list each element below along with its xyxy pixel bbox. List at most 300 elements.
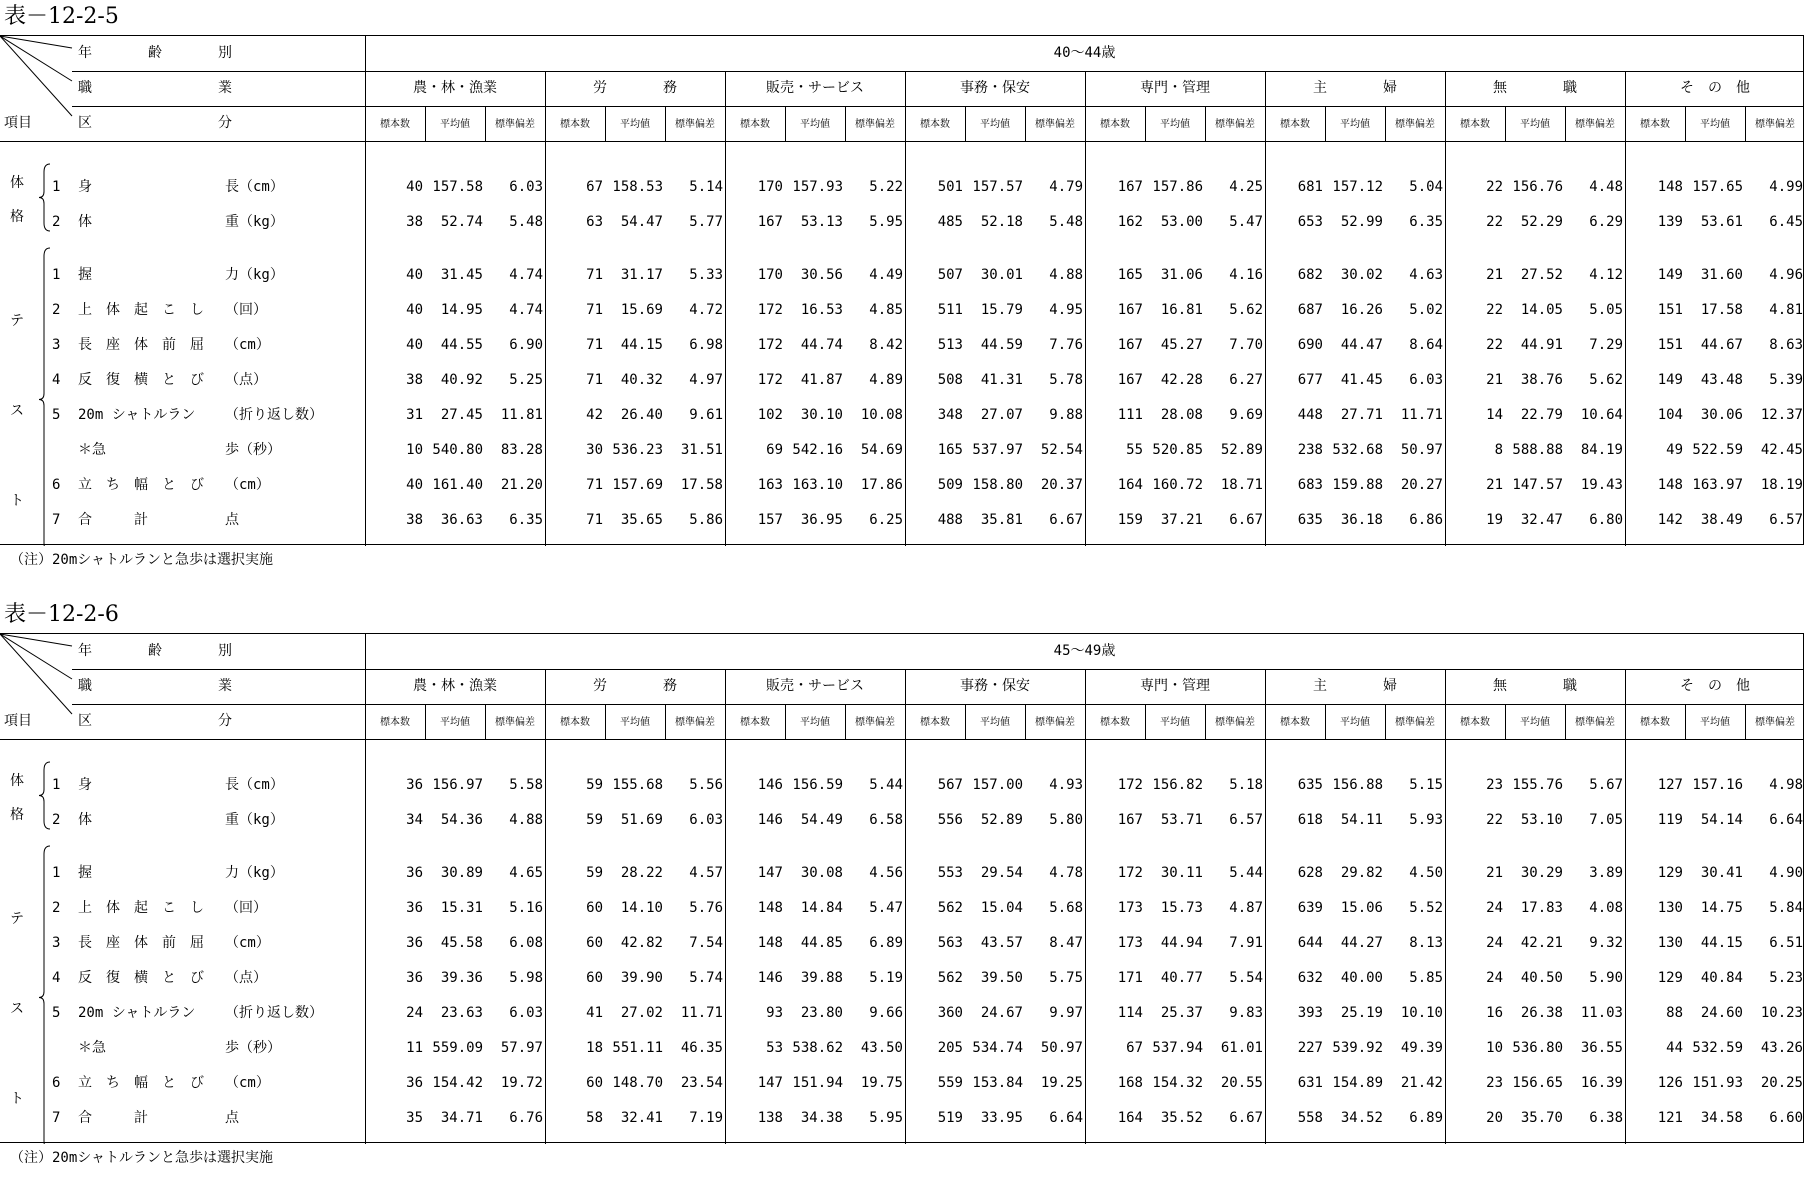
data-cell: 44: [1666, 1040, 1683, 1056]
data-cell: 5.93: [1409, 812, 1443, 828]
data-cell: 167: [1117, 179, 1143, 195]
data-cell: 172: [1117, 777, 1143, 793]
data-cell: 171: [1117, 970, 1143, 986]
row-name: 握: [78, 865, 92, 881]
data-cell: 16.81: [1160, 302, 1203, 318]
data-cell: 69: [766, 442, 783, 458]
data-cell: 49.39: [1400, 1040, 1443, 1056]
data-cell: 238: [1297, 442, 1323, 458]
data-cell: 54.49: [800, 812, 843, 828]
stat-header: 標準偏差: [1215, 119, 1255, 130]
data-cell: 35.65: [620, 512, 663, 528]
data-cell: 534.74: [972, 1040, 1023, 1056]
data-cell: 40: [406, 477, 423, 493]
data-cell: 4.49: [869, 267, 903, 283]
group-label-test: テ ス ト: [10, 313, 24, 509]
data-cell: 15.73: [1160, 900, 1203, 916]
data-cell: 38: [406, 512, 423, 528]
data-cell: 23.63: [440, 1005, 483, 1021]
data-cell: 44.85: [800, 935, 843, 951]
data-cell: 119: [1657, 812, 1683, 828]
row-number: 5: [52, 1005, 61, 1021]
data-cell: 30.02: [1340, 267, 1383, 283]
data-cell: 448: [1297, 407, 1323, 423]
data-cell: 31.45: [440, 267, 483, 283]
stat-header: 標準偏差: [855, 717, 895, 728]
data-cell: 167: [757, 214, 783, 230]
stat-header: 標本数: [1640, 717, 1670, 728]
data-cell: 40.32: [620, 372, 663, 388]
data-cell: 690: [1297, 337, 1323, 353]
data-cell: 71: [586, 512, 603, 528]
occupation-header: 主 婦: [1313, 80, 1397, 96]
occupation-label: 職 業: [78, 80, 232, 96]
data-cell: 4.56: [869, 865, 903, 881]
data-cell: 162: [1117, 214, 1143, 230]
row-number: 2: [52, 812, 61, 828]
data-cell: 28.08: [1160, 407, 1203, 423]
data-cell: 155.68: [612, 777, 663, 793]
data-cell: 7.19: [689, 1110, 723, 1126]
row-name: 長 座 体 前 屈: [78, 935, 204, 951]
data-cell: 129: [1657, 865, 1683, 881]
data-cell: 5.22: [869, 179, 903, 195]
stat-header: 標準偏差: [1755, 717, 1795, 728]
data-cell: 5.68: [1049, 900, 1083, 916]
data-cell: 40.77: [1160, 970, 1203, 986]
data-cell: 507: [937, 267, 963, 283]
data-cell: 20.27: [1400, 477, 1443, 493]
data-cell: 52.18: [980, 214, 1023, 230]
stat-header: 平均値: [980, 717, 1010, 728]
stat-header: 標準偏差: [1035, 119, 1075, 130]
data-cell: 40: [406, 179, 423, 195]
stat-header: 標本数: [1280, 717, 1310, 728]
row-name: 20m シャトルラン: [78, 1005, 196, 1021]
data-cell: 102: [757, 407, 783, 423]
data-cell: 6.86: [1409, 512, 1443, 528]
data-cell: 6.90: [509, 337, 543, 353]
data-cell: 4.65: [509, 865, 543, 881]
data-cell: 53.10: [1520, 812, 1563, 828]
occupation-header: 労 務: [593, 678, 677, 694]
stat-header: 標準偏差: [495, 717, 535, 728]
data-cell: 4.99: [1769, 179, 1803, 195]
data-cell: 6.89: [1409, 1110, 1443, 1126]
data-cell: 43.48: [1700, 372, 1743, 388]
data-cell: 93: [766, 1005, 783, 1021]
item-label: 項目: [4, 115, 32, 131]
data-cell: 618: [1297, 812, 1323, 828]
data-cell: 635: [1297, 777, 1323, 793]
data-cell: 8.42: [869, 337, 903, 353]
data-cell: 30.29: [1520, 865, 1563, 881]
data-cell: 17.58: [680, 477, 723, 493]
row-name: 合 計: [78, 512, 148, 528]
row-number: 1: [52, 777, 61, 793]
data-cell: 60: [586, 935, 603, 951]
data-cell: 520.85: [1152, 442, 1203, 458]
data-cell: 153.84: [972, 1075, 1023, 1091]
data-cell: 5.39: [1769, 372, 1803, 388]
data-cell: 156.59: [792, 777, 843, 793]
data-cell: 142: [1657, 512, 1683, 528]
data-cell: 52.54: [1040, 442, 1083, 458]
data-cell: 536.23: [612, 442, 663, 458]
stat-header: 平均値: [440, 119, 470, 130]
data-cell: 59: [586, 777, 603, 793]
stat-header: 平均値: [1340, 717, 1370, 728]
stat-header: 標準偏差: [675, 717, 715, 728]
stat-header: 標準偏差: [1215, 717, 1255, 728]
stat-header: 標準偏差: [495, 119, 535, 130]
table-title: 表－12-2-5: [4, 4, 119, 29]
data-cell: 36: [406, 1075, 423, 1091]
data-cell: 130: [1657, 935, 1683, 951]
row-unit: （折り返し数）: [225, 407, 323, 423]
data-cell: 4.97: [689, 372, 723, 388]
stat-header: 平均値: [620, 717, 650, 728]
header-divider: [72, 669, 1804, 670]
stat-header: 標本数: [1640, 119, 1670, 130]
data-cell: 59: [586, 812, 603, 828]
data-cell: 157.86: [1152, 179, 1203, 195]
data-cell: 6.98: [689, 337, 723, 353]
row-number: 7: [52, 1110, 61, 1126]
occupation-header: 無 職: [1493, 678, 1577, 694]
data-cell: 4.96: [1769, 267, 1803, 283]
data-cell: 164: [1117, 477, 1143, 493]
data-cell: 17.58: [1700, 302, 1743, 318]
data-cell: 9.88: [1049, 407, 1083, 423]
data-cell: 61.01: [1220, 1040, 1263, 1056]
diagonal-line: [0, 634, 72, 646]
data-cell: 83.28: [500, 442, 543, 458]
stat-header: 標本数: [920, 717, 950, 728]
data-cell: 4.50: [1409, 865, 1443, 881]
data-cell: 6.03: [689, 812, 723, 828]
row-name: 握: [78, 267, 92, 283]
row-unit: （cm）: [225, 1075, 270, 1091]
data-cell: 9.66: [869, 1005, 903, 1021]
data-cell: 6.45: [1769, 214, 1803, 230]
stat-header: 標本数: [740, 717, 770, 728]
data-cell: 4.74: [509, 267, 543, 283]
data-cell: 31.60: [1700, 267, 1743, 283]
data-cell: 4.48: [1589, 179, 1623, 195]
data-cell: 588.88: [1512, 442, 1563, 458]
data-cell: 45.27: [1160, 337, 1203, 353]
data-cell: 5.90: [1589, 970, 1623, 986]
data-cell: 20.55: [1220, 1075, 1263, 1091]
data-cell: 4.87: [1229, 900, 1263, 916]
data-cell: 67: [1126, 1040, 1143, 1056]
data-cell: 60: [586, 970, 603, 986]
data-cell: 154.89: [1332, 1075, 1383, 1091]
row-number: 1: [52, 267, 61, 283]
data-cell: 5.47: [869, 900, 903, 916]
stat-header: 標準偏差: [1755, 119, 1795, 130]
stat-header: 平均値: [800, 717, 830, 728]
data-cell: 22: [1486, 337, 1503, 353]
data-cell: 149: [1657, 267, 1683, 283]
data-cell: 157.16: [1692, 777, 1743, 793]
data-cell: 509: [937, 477, 963, 493]
data-cell: 167: [1117, 812, 1143, 828]
data-cell: 167: [1117, 337, 1143, 353]
data-cell: 11: [406, 1040, 423, 1056]
stat-header: 標準偏差: [1035, 717, 1075, 728]
age-group-header: 45～49歳: [1053, 643, 1116, 659]
data-cell: 148: [757, 900, 783, 916]
occupation-header: 専門・管理: [1140, 80, 1210, 96]
brace: [39, 846, 50, 1144]
data-cell: 42.45: [1760, 442, 1803, 458]
data-cell: 33.95: [980, 1110, 1023, 1126]
data-cell: 5.86: [689, 512, 723, 528]
data-cell: 19.72: [500, 1075, 543, 1091]
data-cell: 43.57: [980, 935, 1023, 951]
data-cell: 58: [586, 1110, 603, 1126]
stat-header: 標本数: [560, 119, 590, 130]
data-cell: 562: [937, 900, 963, 916]
data-cell: 22: [1486, 179, 1503, 195]
row-number: 2: [52, 302, 61, 318]
data-cell: 7.05: [1589, 812, 1623, 828]
stat-header: 標準偏差: [1575, 717, 1615, 728]
data-cell: 52.99: [1340, 214, 1383, 230]
data-cell: 5.78: [1049, 372, 1083, 388]
data-cell: 44.27: [1340, 935, 1383, 951]
data-cell: 14.75: [1700, 900, 1743, 916]
data-cell: 4.88: [509, 812, 543, 828]
data-cell: 360: [937, 1005, 963, 1021]
header-divider: [72, 106, 1804, 107]
data-cell: 50.97: [1040, 1040, 1083, 1056]
data-cell: 7.91: [1229, 935, 1263, 951]
data-cell: 34.38: [800, 1110, 843, 1126]
data-cell: 159: [1117, 512, 1143, 528]
data-cell: 21: [1486, 477, 1503, 493]
data-cell: 6.51: [1769, 935, 1803, 951]
data-cell: 18.71: [1220, 477, 1263, 493]
data-cell: 157: [757, 512, 783, 528]
data-cell: 54.11: [1340, 812, 1383, 828]
data-cell: 27.02: [620, 1005, 663, 1021]
data-cell: 54.14: [1700, 812, 1743, 828]
occupation-header: 農・林・漁業: [413, 678, 497, 694]
data-cell: 53.61: [1700, 214, 1743, 230]
row-number: 5: [52, 407, 61, 423]
age-group-header: 40～44歳: [1053, 45, 1116, 61]
row-name: ＊急: [78, 1040, 106, 1056]
data-cell: 17.86: [860, 477, 903, 493]
data-cell: 41: [586, 1005, 603, 1021]
data-cell: 24.67: [980, 1005, 1023, 1021]
data-cell: 37.21: [1160, 512, 1203, 528]
stat-header: 標準偏差: [1395, 119, 1435, 130]
data-cell: 14.10: [620, 900, 663, 916]
data-cell: 687: [1297, 302, 1323, 318]
data-cell: 5.74: [689, 970, 723, 986]
group-label-body: 体 格: [10, 773, 24, 823]
data-cell: 6.25: [869, 512, 903, 528]
row-unit: （点）: [225, 372, 267, 388]
data-cell: 40.50: [1520, 970, 1563, 986]
data-cell: 151: [1657, 337, 1683, 353]
data-cell: 24: [1486, 900, 1503, 916]
data-cell: 138: [757, 1110, 783, 1126]
row-number: 3: [52, 337, 61, 353]
row-name: 身: [78, 179, 92, 195]
row-unit: （回）: [225, 900, 267, 916]
data-cell: 42.21: [1520, 935, 1563, 951]
data-cell: 6.35: [1409, 214, 1443, 230]
data-cell: 23: [1486, 777, 1503, 793]
data-cell: 147: [757, 1075, 783, 1091]
row-name: 立 ち 幅 と び: [78, 477, 204, 493]
category-label: 区 分: [78, 713, 232, 729]
data-cell: 39.88: [800, 970, 843, 986]
stat-header: 平均値: [1700, 717, 1730, 728]
data-cell: 21.20: [500, 477, 543, 493]
data-cell: 6.67: [1229, 512, 1263, 528]
row-unit: （cm）: [225, 337, 270, 353]
data-cell: 9.69: [1229, 407, 1263, 423]
group-label-test: テ ス ト: [10, 911, 24, 1107]
data-cell: 155.76: [1512, 777, 1563, 793]
stat-header: 平均値: [1520, 119, 1550, 130]
row-unit: （cm）: [225, 935, 270, 951]
occupation-header: 農・林・漁業: [413, 80, 497, 96]
data-cell: 6.35: [509, 512, 543, 528]
data-cell: 127: [1657, 777, 1683, 793]
header-divider: [72, 704, 1804, 705]
data-cell: 6.67: [1049, 512, 1083, 528]
data-cell: 30.01: [980, 267, 1023, 283]
data-cell: 53.71: [1160, 812, 1203, 828]
data-cell: 34: [406, 812, 423, 828]
data-cell: 24: [1486, 935, 1503, 951]
data-cell: 28.22: [620, 865, 663, 881]
data-cell: 11.81: [500, 407, 543, 423]
data-cell: 157.58: [432, 179, 483, 195]
data-cell: 156.65: [1512, 1075, 1563, 1091]
data-cell: 538.62: [792, 1040, 843, 1056]
occupation-header: そ の 他: [1680, 678, 1750, 694]
data-cell: 36: [406, 777, 423, 793]
data-cell: 682: [1297, 267, 1323, 283]
data-cell: 26.38: [1520, 1005, 1563, 1021]
data-cell: 21.42: [1400, 1075, 1443, 1091]
brace: [39, 248, 50, 546]
data-cell: 644: [1297, 935, 1323, 951]
data-cell: 511: [937, 302, 963, 318]
data-cell: 5.62: [1589, 372, 1623, 388]
data-cell: 5.54: [1229, 970, 1263, 986]
data-cell: 36: [406, 865, 423, 881]
data-cell: 121: [1657, 1110, 1683, 1126]
data-cell: 5.58: [509, 777, 543, 793]
data-cell: 21: [1486, 865, 1503, 881]
stat-header: 平均値: [980, 119, 1010, 130]
data-cell: 44.55: [440, 337, 483, 353]
data-cell: 34.52: [1340, 1110, 1383, 1126]
data-cell: 157.57: [972, 179, 1023, 195]
data-cell: 156.76: [1512, 179, 1563, 195]
data-cell: 42.28: [1160, 372, 1203, 388]
data-cell: 146: [757, 970, 783, 986]
header-divider: [0, 739, 1804, 740]
data-cell: 4.25: [1229, 179, 1263, 195]
data-cell: 32.47: [1520, 512, 1563, 528]
data-cell: 31: [406, 407, 423, 423]
data-cell: 146: [757, 777, 783, 793]
stat-header: 標本数: [740, 119, 770, 130]
data-cell: 508: [937, 372, 963, 388]
data-cell: 57.97: [500, 1040, 543, 1056]
data-cell: 30.11: [1160, 865, 1203, 881]
row-unit: 重（kg）: [225, 214, 284, 230]
data-cell: 562: [937, 970, 963, 986]
data-cell: 29.54: [980, 865, 1023, 881]
data-cell: 31.06: [1160, 267, 1203, 283]
data-cell: 635: [1297, 512, 1323, 528]
data-cell: 4.16: [1229, 267, 1263, 283]
data-cell: 36.18: [1340, 512, 1383, 528]
data-table: [0, 35, 1804, 545]
data-cell: 25.37: [1160, 1005, 1203, 1021]
data-cell: 8.64: [1409, 337, 1443, 353]
data-cell: 71: [586, 302, 603, 318]
data-cell: 14: [1486, 407, 1503, 423]
row-name: 上 体 起 こ し: [78, 900, 204, 916]
occupation-header: 事務・保安: [960, 678, 1030, 694]
data-cell: 5.14: [689, 179, 723, 195]
data-cell: 539.92: [1332, 1040, 1383, 1056]
data-cell: 4.90: [1769, 865, 1803, 881]
data-cell: 23.80: [800, 1005, 843, 1021]
data-cell: 44.59: [980, 337, 1023, 353]
data-cell: 44.15: [620, 337, 663, 353]
data-cell: 5.15: [1409, 777, 1443, 793]
data-cell: 36: [406, 900, 423, 916]
data-cell: 10: [406, 442, 423, 458]
data-cell: 681: [1297, 179, 1323, 195]
row-name: 長 座 体 前 屈: [78, 337, 204, 353]
data-cell: 5.75: [1049, 970, 1083, 986]
group-braces: [38, 634, 61, 1144]
data-cell: 151: [1657, 302, 1683, 318]
data-cell: 683: [1297, 477, 1323, 493]
row-number: 4: [52, 970, 61, 986]
data-cell: 44.67: [1700, 337, 1743, 353]
data-cell: 519: [937, 1110, 963, 1126]
stat-header: 標準偏差: [1395, 717, 1435, 728]
data-cell: 4.79: [1049, 179, 1083, 195]
data-cell: 205: [937, 1040, 963, 1056]
data-cell: 348: [937, 407, 963, 423]
data-cell: 8.63: [1769, 337, 1803, 353]
data-cell: 27.71: [1340, 407, 1383, 423]
column-divider: [365, 36, 366, 546]
row-name: 反 復 横 と び: [78, 970, 204, 986]
data-cell: 30: [586, 442, 603, 458]
data-cell: 25.19: [1340, 1005, 1383, 1021]
data-cell: 485: [937, 214, 963, 230]
stat-header: 標本数: [380, 119, 410, 130]
data-cell: 52.74: [440, 214, 483, 230]
